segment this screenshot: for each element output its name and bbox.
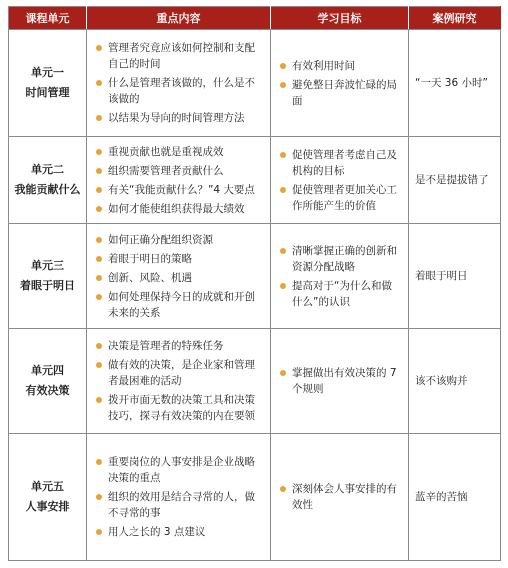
unit-number: 单元五 xyxy=(31,480,64,493)
list-item: 拨开市面无数的决策工具和决策技巧，探寻有效决策的内在要领 xyxy=(96,392,263,424)
case-cell: 蓝辛的苦恼 xyxy=(409,434,501,561)
unit-number: 单元一 xyxy=(31,66,64,79)
list-item: 有关“我能贡献什么？”4 大要点 xyxy=(96,182,263,198)
list-item: 如何正确分配组织资源 xyxy=(96,232,263,248)
list-item: 重要岗位的人事安排是企业战略决策的重点 xyxy=(96,454,263,486)
bullet-dot-icon xyxy=(96,294,102,300)
table-row xyxy=(9,30,501,137)
list-item: 如何才能使组织获得最大绩效 xyxy=(96,201,263,217)
bullet-dot-icon xyxy=(96,45,102,51)
list-item: 促使管理者考虑自己及机构的目标 xyxy=(280,147,401,179)
bullet-dot-icon xyxy=(280,370,286,376)
course-table xyxy=(8,6,501,561)
list-item: 什么是管理者该做的，什么是不该做的 xyxy=(96,75,263,107)
unit-title: 我能贡献什么 xyxy=(14,183,81,196)
list-item: 有效利用时间 xyxy=(280,58,401,74)
list-item: 提高对于“为什么和做什么”的认识 xyxy=(280,278,401,310)
points-cell xyxy=(87,434,271,561)
unit-title: 有效决策 xyxy=(25,384,70,397)
case-cell: 该不该购并 xyxy=(409,329,501,434)
bullet-dot-icon xyxy=(96,237,102,243)
bullet-dot-icon xyxy=(96,343,102,349)
bullet-dot-icon xyxy=(96,397,102,403)
list-item: 避免整日奔波忙碌的局面 xyxy=(280,77,401,109)
unit-cell xyxy=(9,30,87,137)
header-row xyxy=(9,7,501,30)
table-row xyxy=(9,434,501,561)
list-item: 如何处理保持今日的成就和开创未来的关系 xyxy=(96,289,263,321)
unit-cell xyxy=(9,434,87,561)
unit-cell xyxy=(9,224,87,329)
bullet-dot-icon xyxy=(280,82,286,88)
bullet-dot-icon xyxy=(280,63,286,69)
unit-cell xyxy=(9,329,87,434)
unit-title: 时间管理 xyxy=(25,86,70,99)
goals-cell xyxy=(271,137,409,224)
bullet-dot-icon xyxy=(280,248,286,254)
bullet-dot-icon xyxy=(96,206,102,212)
list-item: 做有效的决策，是企业家和管理者最困难的活动 xyxy=(96,357,263,389)
table-row xyxy=(9,137,501,224)
bullet-dot-icon xyxy=(96,459,102,465)
list-item: 组织需要管理者贡献什么 xyxy=(96,163,263,179)
goals-cell xyxy=(271,434,409,561)
bullet-dot-icon xyxy=(96,275,102,281)
list-item: 清晰掌握正确的创新和资源分配战略 xyxy=(280,243,401,275)
header-case: 案例研究 xyxy=(409,7,501,30)
goals-cell xyxy=(271,30,409,137)
bullet-dot-icon xyxy=(280,486,286,492)
unit-title: 着眼于明日 xyxy=(20,279,75,292)
list-item: 以结果为导向的时间管理方法 xyxy=(96,110,263,126)
unit-cell xyxy=(9,137,87,224)
unit-number: 单元四 xyxy=(31,364,64,377)
course-table-wrapper xyxy=(8,6,500,561)
bullet-dot-icon xyxy=(96,187,102,193)
list-item: 重视贡献也就是重视成效 xyxy=(96,144,263,160)
bullet-dot-icon xyxy=(96,256,102,262)
bullet-dot-icon xyxy=(96,494,102,500)
bullet-dot-icon xyxy=(96,168,102,174)
list-item: 深刻体会人事安排的有效性 xyxy=(280,481,401,513)
list-item: 决策是管理者的特殊任务 xyxy=(96,338,263,354)
points-cell xyxy=(87,224,271,329)
table-row xyxy=(9,329,501,434)
list-item: 掌握做出有效决策的 7 个规则 xyxy=(280,365,401,397)
case-cell: 着眼于明日 xyxy=(409,224,501,329)
points-cell xyxy=(87,30,271,137)
list-item: 着眼于明日的策略 xyxy=(96,251,263,267)
case-cell: “一天 36 小时” xyxy=(409,30,501,137)
unit-number: 单元三 xyxy=(31,259,64,272)
bullet-dot-icon xyxy=(280,283,286,289)
bullet-dot-icon xyxy=(280,152,286,158)
goals-cell xyxy=(271,224,409,329)
case-cell: 是不是提拔错了 xyxy=(409,137,501,224)
unit-number: 单元二 xyxy=(31,163,64,176)
list-item: 创新、风险、机遇 xyxy=(96,270,263,286)
bullet-dot-icon xyxy=(280,187,286,193)
points-cell xyxy=(87,137,271,224)
list-item: 管理者究竟应该如何控制和支配自己的时间 xyxy=(96,40,263,72)
table-row xyxy=(9,224,501,329)
list-item: 用人之长的 3 点建议 xyxy=(96,524,263,540)
bullet-dot-icon xyxy=(96,115,102,121)
list-item: 促使管理者更加关心工作所能产生的价值 xyxy=(280,182,401,214)
header-goals: 学习目标 xyxy=(271,7,409,30)
header-unit: 课程单元 xyxy=(9,7,87,30)
bullet-dot-icon xyxy=(96,529,102,535)
bullet-dot-icon xyxy=(96,80,102,86)
unit-title: 人事安排 xyxy=(25,500,70,513)
bullet-dot-icon xyxy=(96,362,102,368)
bullet-dot-icon xyxy=(96,149,102,155)
goals-cell xyxy=(271,329,409,434)
list-item: 组织的效用是结合寻常的人，做不寻常的事 xyxy=(96,489,263,521)
points-cell xyxy=(87,329,271,434)
header-points: 重点内容 xyxy=(87,7,271,30)
